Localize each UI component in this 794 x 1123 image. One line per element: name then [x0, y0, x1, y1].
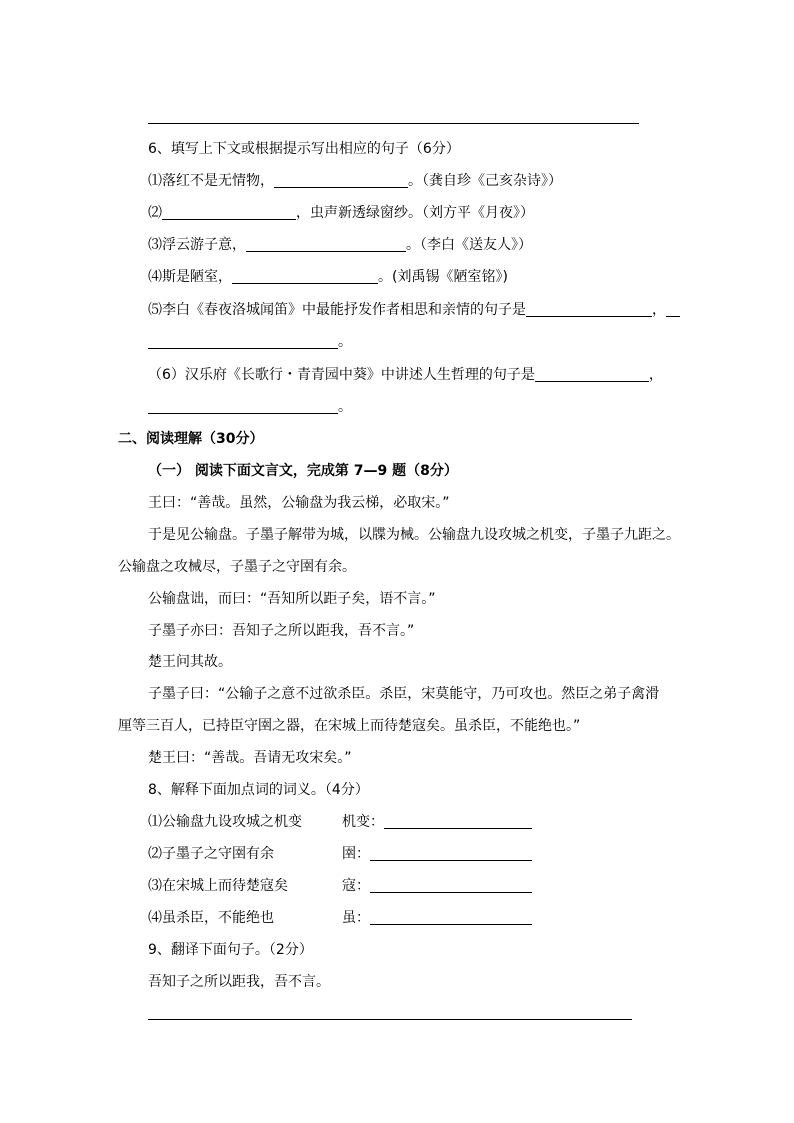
- section-2-title: 二、阅读理解（30分）: [118, 431, 264, 447]
- passage-line-6-cont: 厘等三百人，已持臣守圉之器，在宋城上而待楚寇矣。虽杀臣，不能绝也。”: [118, 718, 581, 734]
- passage-line-4: 子墨子亦曰：吾知子之所以距我，吾不言。”: [148, 623, 415, 639]
- q6-item-5: [148, 301, 680, 319]
- q8-item-1: [148, 813, 532, 831]
- q6-item-6-cont: [148, 398, 352, 416]
- q6-item-6-blank-2[interactable]: [148, 399, 338, 414]
- q6-item-5-period: 。: [338, 334, 352, 350]
- q6-item-6-blank-1[interactable]: [535, 367, 649, 382]
- q9-answer-line[interactable]: [148, 1019, 632, 1020]
- q6-item-6-period: 。: [338, 399, 352, 415]
- q6-item-4: [148, 268, 508, 286]
- q6-item-2: [148, 204, 534, 222]
- q8-item-3: [148, 877, 532, 895]
- q8-item-1-word: 机变：: [342, 814, 384, 830]
- passage-line-5: 楚王问其故。: [148, 654, 232, 670]
- q6-item-5-blank-2[interactable]: [148, 334, 338, 349]
- passage-line-3: 公输盘诎，而曰：“吾知所以距子矣，语不言。”: [148, 591, 436, 607]
- q6-item-6-text: （6）汉乐府《长歌行・青青园中葵》中讲述人生哲理的句子是: [148, 367, 535, 383]
- q6-item-3: [148, 236, 532, 254]
- passage-line-2-cont: 公输盘之攻械尽，子墨子之守圉有余。: [118, 559, 356, 575]
- q8-title: 8、解释下面加点词的词义。（4分）: [148, 782, 369, 798]
- q6-item-2-text: ⑵: [148, 205, 162, 221]
- q6-item-1-source: 。（龚自珍《己亥杂诗》）: [408, 173, 562, 189]
- q8-item-3-blank[interactable]: [370, 878, 532, 893]
- section-2-subtitle: （一） 阅读下面文言文，完成第 7—9 题（8分）: [148, 463, 458, 479]
- passage-line-7: 楚王曰：“善哉。吾请无攻宋矣。”: [148, 750, 352, 766]
- q9-title: 9、翻译下面句子。（2分）: [148, 942, 313, 958]
- q8-item-3-word: 寇：: [342, 878, 370, 894]
- q6-item-3-text: ⑶浮云游子意，: [148, 237, 246, 253]
- q6-item-4-blank[interactable]: [232, 269, 378, 284]
- q8-item-1-sentence: ⑴公输盘九设攻城之机变: [148, 814, 302, 830]
- q6-title: 6、填写上下文或根据提示写出相应的句子（6分）: [148, 141, 460, 157]
- q6-item-1: [148, 172, 562, 190]
- q6-item-5-text: ⑸李白《春夜洛城闻笛》中最能抒发作者相思和亲情的句子是: [148, 302, 526, 318]
- q6-item-6-comma: ，: [648, 367, 663, 383]
- q8-item-4-sentence: ⑷虽杀臣，不能绝也: [148, 910, 274, 926]
- q9-sentence: 吾知子之所以距我，吾不言。: [148, 974, 330, 990]
- q6-item-3-source: 。（李白《送友人》）: [406, 237, 532, 253]
- q8-item-3-sentence: ⑶在宋城上而待楚寇矣: [148, 878, 288, 894]
- q8-item-4: [148, 909, 532, 927]
- q6-item-5-blank-1[interactable]: [526, 302, 652, 317]
- q8-item-2-sentence: ⑵子墨子之守圉有余: [148, 846, 274, 862]
- passage-line-6: 子墨子曰：“公输子之意不过欲杀臣。杀臣，宋莫能守，乃可攻也。然臣之弟子禽滑: [148, 686, 660, 702]
- q6-item-5-cont: [148, 333, 352, 351]
- q6-item-3-blank[interactable]: [246, 237, 406, 252]
- q6-item-2-source: ，虫声新透绿窗纱。（刘方平《月夜》）: [296, 205, 534, 221]
- passage-line-1: 王曰：“善哉。虽然，公输盘为我云梯，必取宋。”: [148, 495, 450, 511]
- q8-item-2-blank[interactable]: [370, 846, 532, 861]
- answer-line-top[interactable]: [148, 123, 639, 124]
- q6-item-4-text: ⑷斯是陋室，: [148, 269, 232, 285]
- q6-item-1-text: ⑴落红不是无情物，: [148, 173, 274, 189]
- q6-item-6: [148, 366, 663, 384]
- q6-item-2-blank[interactable]: [162, 205, 296, 220]
- q8-item-4-word: 虽：: [342, 910, 370, 926]
- q6-item-1-blank[interactable]: [274, 173, 408, 188]
- q6-item-5-blank-1b[interactable]: [666, 302, 680, 317]
- q8-item-4-blank[interactable]: [370, 910, 532, 925]
- q6-item-4-source: 。(刘禹锡《陋室铭》): [378, 269, 508, 285]
- q8-item-1-blank[interactable]: [384, 814, 532, 829]
- q8-item-2: [148, 845, 532, 863]
- passage-line-2: 于是见公输盘。子墨子解带为城，以牒为械。公输盘九设攻城之机变，子墨子九距之。: [148, 527, 680, 543]
- q6-item-5-comma: ，: [652, 302, 666, 318]
- q8-item-2-word: 圉：: [342, 846, 370, 862]
